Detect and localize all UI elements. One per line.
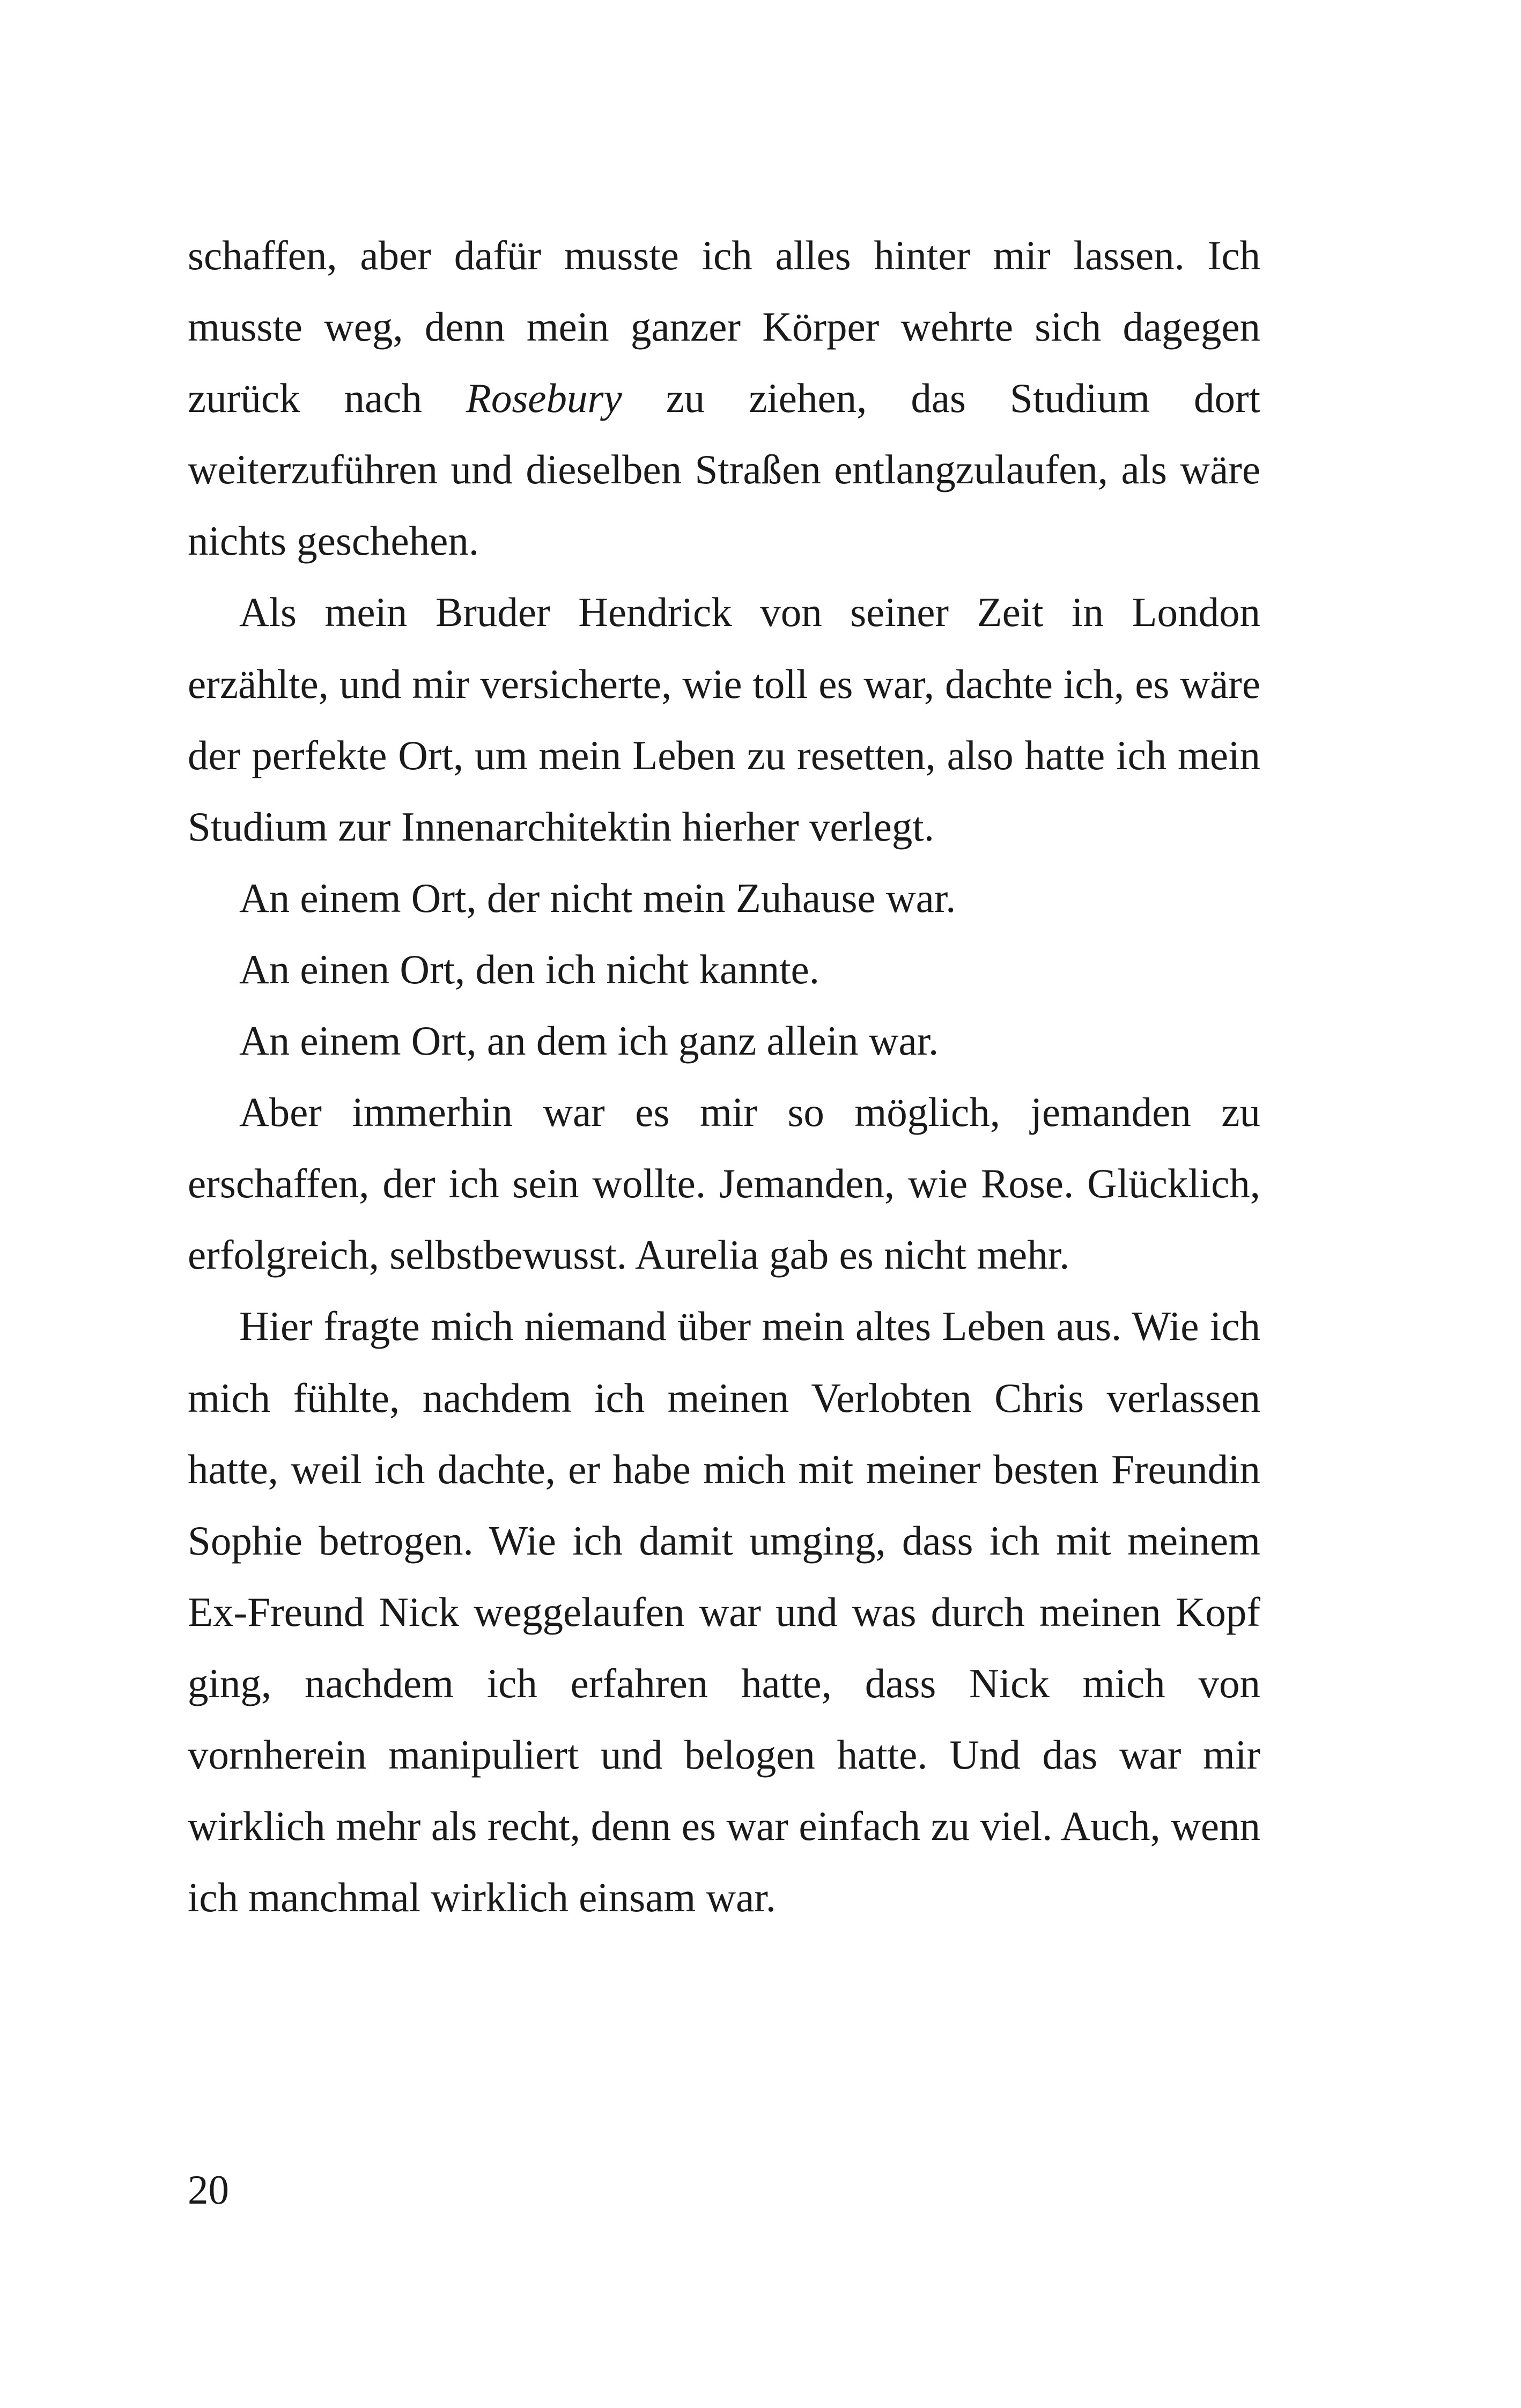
paragraph-5: An einem Ort, an dem ich ganz allein war. [239, 1018, 939, 1064]
paragraph-6: Aber immerhin war es mir so möglich, jemanden zu erschaffen, der ich sein wollte. Jemanden, wie Rose. Glücklich, erfolgreich, selbstbewusst. Aurelia gab es nicht mehr. [188, 1089, 1260, 1278]
page-number: 20 [188, 2167, 229, 2213]
paragraph-2: Als mein Bruder Hendrick von seiner Zeit in London erzählte, und mir versicherte, wie toll es war, dachte ich, es wäre der perfekte Ort, um mein Leben zu resetten, also hatte ich mein Studium zur Innenarchitektin hierher verlegt. [188, 589, 1260, 850]
paragraph-3: An einem Ort, der nicht mein Zuhause war. [239, 874, 956, 921]
body-text [188, 220, 1260, 1933]
paragraph-1-end: zu ziehen, das Studium dort weiterzuführen und dieselben Straßen entlangzulaufen, als wäre nichts geschehen. [188, 375, 1260, 564]
paragraph-4: An einen Ort, den ich nicht kannte. [239, 946, 819, 992]
place-name-italic: Rosebury [466, 375, 622, 422]
paragraph-1-start: schaffen, aber dafür musste ich alles hinter mir lassen. Ich musste weg, denn mein ganzer Körper wehrte sich dagegen zurück nach [188, 232, 1260, 422]
paragraph-1 [188, 220, 1260, 577]
paragraph-7: Hier fragte mich niemand über mein altes Leben aus. Wie ich mich fühlte, nachdem ich meinen Verlobten Chris verlassen hatte, weil ich dachte, er habe mich mit meiner besten Freundin Sophie betrogen. Wie ich damit umging, dass ich mit meinem Ex-Freund Nick weggelaufen war und was durch meinen Kopf ging, nachdem ich erfahren hatte, dass Nick mich von vornherein manipuliert und belogen hatte. Und das war mir wirklich mehr als recht, denn es war einfach zu viel. Auch, wenn ich manchmal wirklich einsam war. [188, 1303, 1260, 1921]
